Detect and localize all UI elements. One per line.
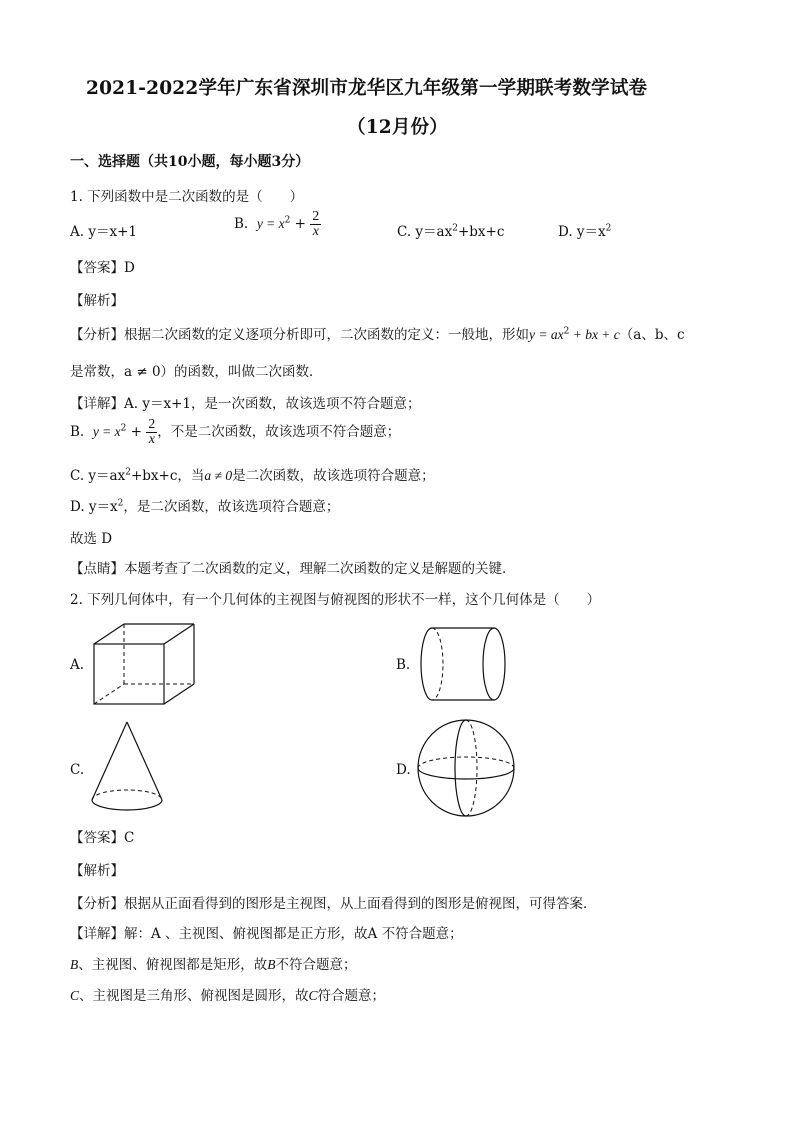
cylinder-figure <box>414 626 506 702</box>
q1-fenxi-line1: 【分析】根据二次函数的定义逐项分析即可，二次函数的定义：一般地，形如$y = ax^2$ + bx + c（a、b、c <box>70 326 685 343</box>
q1-fenxi-line2: 是常数，a ≠ 0）的函数，叫做二次函数． <box>70 364 323 380</box>
q1-option-d: D. $y=x^2$ <box>558 223 612 240</box>
q1-detail-b: B. $y = x^2$ + $\frac{2}{x}$ ，不是二次函数，故该选项不符合题意； <box>70 417 401 447</box>
question-1-stem: 1. 下列函数中是二次函数的是（ ） <box>70 189 304 205</box>
q1-dianjing: 【点睛】本题考查了二次函数的定义，理解二次函数的定义是解题的关键． <box>70 561 516 577</box>
q2-detail-1: 【详解】解：A 、主视图、俯视图都是正方形，故A 不符合题意； <box>70 926 463 942</box>
q1-option-c: C. $y=ax^2+bx+c$ <box>397 223 505 240</box>
q1-answer: 【答案】D <box>70 260 135 276</box>
q2-detail-2: B、主视图、俯视图都是矩形，故B不符合题意； <box>70 957 357 973</box>
page-title: 2021-2022学年广东省深圳市龙华区九年级第一学期联考数学试卷 <box>86 78 648 99</box>
q1-option-a: A. y＝x+1 <box>70 224 137 240</box>
page-subtitle: （12月份） <box>347 117 448 138</box>
cone-figure <box>90 720 164 814</box>
q2-analysis-label: 【解析】 <box>70 863 124 879</box>
q1-detail-c: C. $y=ax^2+bx+c$，当a ≠ 0是二次函数，故该选项符合题意； <box>70 467 435 484</box>
section-heading: 一、选择题（共10小题，每小题3分） <box>70 154 310 170</box>
q1-option-b: B. $y = x^2$ + $\frac{2}{x}$ <box>234 209 320 239</box>
q2-detail-3: C、主视图是三角形、俯视图是圆形，故C符合题意； <box>70 988 386 1004</box>
q1-detail-d: D. $y=x^2$，是二次函数，故该选项符合题意； <box>70 498 340 515</box>
cube-figure <box>92 622 196 706</box>
q1-analysis-label: 【解析】 <box>70 293 124 309</box>
sphere-figure <box>416 718 516 818</box>
question-2-stem: 2. 下列几何体中，有一个几何体的主视图与俯视图的形状不一样，这个几何体是（ ） <box>70 592 601 608</box>
q2-answer: 【答案】C <box>70 830 135 846</box>
q2-fenxi: 【分析】根据从正面看得到的图形是主视图，从上面看得到的图形是俯视图，可得答案． <box>70 896 597 912</box>
q2-label-a: A. <box>70 657 85 673</box>
q1-choose: 故选 D <box>70 531 113 547</box>
q2-label-d: D. <box>396 762 411 778</box>
q2-label-c: C. <box>70 762 85 778</box>
q2-label-b: B. <box>396 657 411 673</box>
q1-detail-a: 【详解】A. y＝x+1，是一次函数，故该选项不符合题意； <box>70 396 421 412</box>
